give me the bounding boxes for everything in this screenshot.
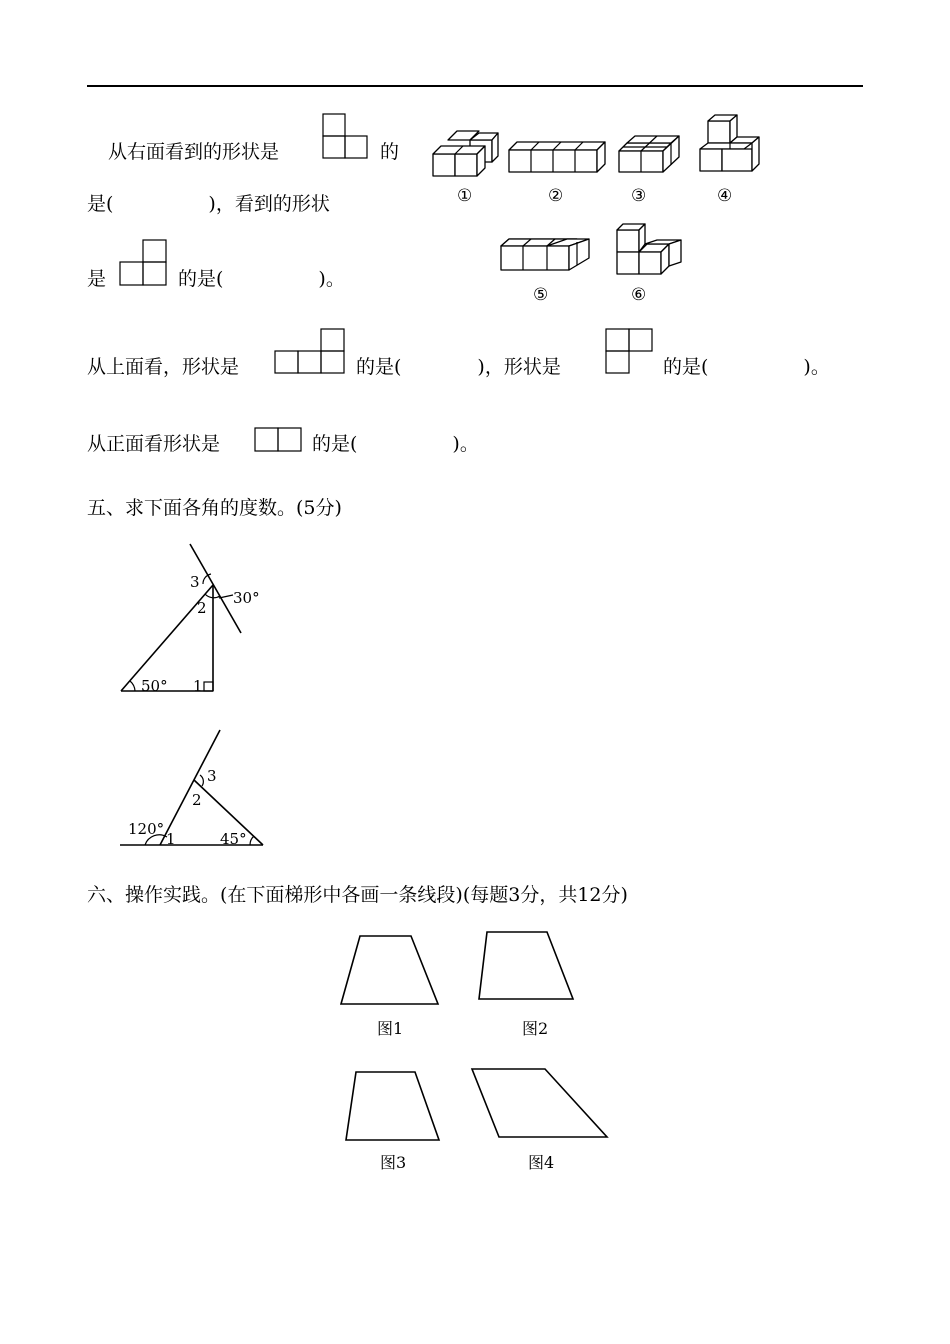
q-top-view-text: 从上面看，形状是 [87,356,240,378]
cube-label-3: ③ [631,186,647,206]
q-top-view-answer: 的是( )，形状是 [356,356,561,378]
fig2-label-1: 1 [166,830,176,848]
caption-fig4: 图4 [528,1153,555,1172]
corner-shape-icon [605,328,655,378]
caption-fig1: 图1 [377,1019,404,1038]
section6-title: 六、操作实践。(在下面梯形中各画一条线段)(每题3分，共12分) [87,884,628,906]
l-shape-icon [119,239,169,289]
q-right-view-text: 从右面看到的形状是 [108,141,280,163]
fig2-angle-45: 45° [220,830,247,848]
q-right-answer-line: 是( )，看到的形状 [87,193,330,215]
fig1-label-3: 3 [190,573,200,591]
cube-figure-5 [498,236,592,276]
section5-title: 五、求下面各角的度数。(5分) [87,497,342,519]
caption-fig3: 图3 [380,1153,407,1172]
trapezoid-4 [469,1066,611,1140]
q-shape-text: 是 [87,268,107,290]
fig2-label-2: 2 [192,791,202,809]
cube-figure-2 [506,138,608,178]
cube-figure-4 [697,115,767,177]
q-right-view-text-end: 的 [380,141,400,163]
fig1-label-1: 1 [193,677,203,695]
fig1-label-2: 2 [197,599,207,617]
fig1-angle-50: 50° [141,677,168,695]
right-view-shape-icon [322,113,370,161]
q-front-view-text: 从正面看形状是 [87,433,221,455]
trapezoid-2 [476,929,578,1003]
cube-figure-3 [616,135,688,179]
top-rule [87,85,863,87]
q-front-view-answer: 的是( )。 [312,433,479,455]
cube-label-4: ④ [717,186,733,206]
fig1-angle-30: 30° [233,589,260,607]
top-view-shape-icon [274,328,348,378]
caption-fig2: 图2 [522,1019,549,1038]
cube-figure-6 [614,222,684,278]
cube-figure-1 [430,128,496,180]
trapezoid-1 [338,933,442,1009]
front-view-shape-icon [254,427,304,455]
cube-label-6: ⑥ [631,285,647,305]
fig2-label-3: 3 [207,767,217,785]
cube-label-5: ⑤ [533,285,549,305]
q-corner-answer: 的是( )。 [663,356,830,378]
fig2-angle-120: 120° [128,820,165,838]
q-shape-answer: 的是( )。 [178,268,345,290]
cube-label-2: ② [548,186,564,206]
cube-label-1: ① [457,186,473,206]
trapezoid-3 [343,1069,443,1143]
